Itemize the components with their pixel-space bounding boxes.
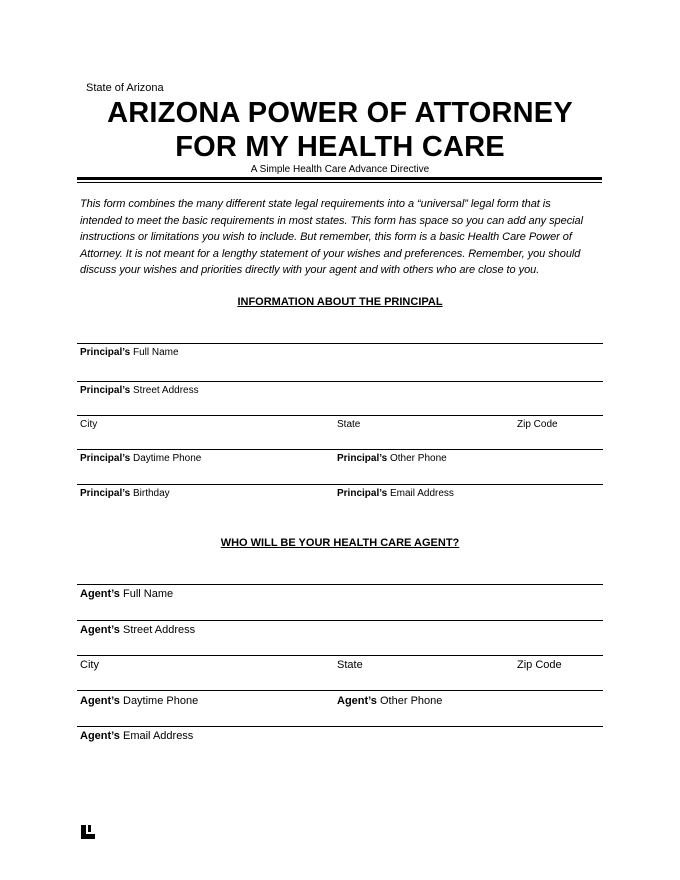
document-subtitle: A Simple Health Care Advance Directive xyxy=(250,164,430,175)
principal-state-label: State xyxy=(337,419,361,430)
principal-phone-field[interactable] xyxy=(77,449,603,450)
title-divider-thick xyxy=(77,177,602,180)
document-title-line-2: FOR MY HEALTH CARE xyxy=(175,131,505,163)
principal-other-phone-label: Principal’s Other Phone xyxy=(337,453,447,464)
intro-line: Attorney. It is not meant for a lengthy statement of your wishes and preferences. Remember, you should xyxy=(80,247,581,260)
agent-full-name-field[interactable] xyxy=(77,584,603,585)
agent-other-phone-label: Agent’s Other Phone xyxy=(337,695,443,707)
principal-city-state-zip-field[interactable] xyxy=(77,415,603,416)
title-divider-thin xyxy=(77,182,602,183)
state-label: State of Arizona xyxy=(86,82,164,94)
intro-line: discuss your wishes and priorities directly with your agent and with others who are close to you. xyxy=(80,264,540,276)
principal-street-address-label: Principal’s Street Address xyxy=(80,385,199,396)
principal-full-name-label: Principal’s Full Name xyxy=(80,347,179,358)
intro-paragraph xyxy=(80,196,600,279)
principal-section-heading: INFORMATION ABOUT THE PRINCIPAL xyxy=(237,296,443,308)
agent-zip-label: Zip Code xyxy=(517,659,562,671)
agent-street-address-field[interactable] xyxy=(77,620,603,621)
agent-phone-field[interactable] xyxy=(77,690,603,691)
agent-street-address-label: Agent’s Street Address xyxy=(80,624,196,636)
principal-email-label: Principal’s Email Address xyxy=(337,488,454,499)
principal-city-label: City xyxy=(80,419,98,430)
agent-full-name-label: Agent’s Full Name xyxy=(80,588,174,600)
document-title-line-1: ARIZONA POWER OF ATTORNEY xyxy=(107,97,573,129)
intro-line: instructions or limitations you wish to include. But remember, this form is a basic Health Care Power of xyxy=(80,231,572,243)
principal-zip-label: Zip Code xyxy=(517,419,558,430)
agent-city-label: City xyxy=(80,659,99,671)
principal-full-name-field[interactable] xyxy=(77,343,603,344)
agent-city-state-zip-field[interactable] xyxy=(77,655,603,656)
agent-section-heading: WHO WILL BE YOUR HEALTH CARE AGENT? xyxy=(220,537,460,549)
document-logo-icon xyxy=(81,825,95,839)
agent-email-label: Agent’s Email Address xyxy=(80,730,194,742)
principal-street-address-field[interactable] xyxy=(77,381,603,382)
agent-daytime-phone-label: Agent’s Daytime Phone xyxy=(80,695,199,707)
agent-state-label: State xyxy=(337,659,363,671)
principal-birthday-email-field[interactable] xyxy=(77,484,603,485)
intro-line: intended to meet the basic requirements in most states. This form has space so you can add any special xyxy=(80,214,584,227)
principal-daytime-phone-label: Principal’s Daytime Phone xyxy=(80,453,202,464)
intro-line: This form combines the many different state legal requirements into a “universal” legal form that is xyxy=(80,198,551,210)
principal-birthday-label: Principal’s Birthday xyxy=(80,488,170,499)
agent-email-field[interactable] xyxy=(77,726,603,727)
